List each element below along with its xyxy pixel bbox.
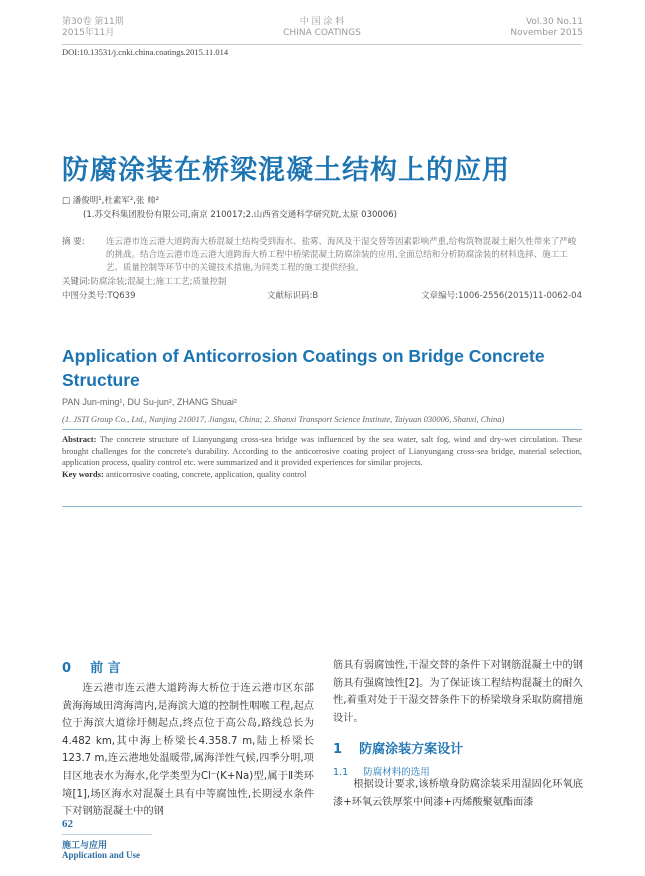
article-number: 文章编号:1006-2556(2015)11-0062-04	[421, 291, 582, 301]
abstract-cn-label: 摘 要:	[62, 237, 85, 247]
section-1-heading	[333, 738, 463, 757]
subsection-1-1-title: 防腐材料的选用	[363, 767, 430, 778]
section-0-number: 0	[62, 661, 72, 676]
section-0-title: 前 言	[90, 661, 121, 676]
section-1-title: 防腐涂装方案设计	[359, 742, 464, 757]
authors-en: PAN Jun-ming¹, DU Su-jun², ZHANG Shuai²	[62, 397, 237, 407]
header-rule	[62, 44, 582, 45]
right-column-paragraph: 筋具有弱腐蚀性,干湿交替的条件下对钢筋混凝土中的钢筋具有强腐蚀性[2]。为了保证该工程结构混凝土的耐久性,着重对处于干湿交替条件下的桥梁墩身采取防腐措施设计。	[333, 660, 583, 724]
keywords-cn: 防腐涂装;混凝土;施工工艺;质量控制	[90, 277, 227, 287]
keywords-en: anticorrosive coating, concrete, application, quality control	[105, 468, 307, 479]
footer-rule	[62, 834, 152, 835]
header-right	[510, 17, 583, 39]
abstract-en	[62, 434, 582, 480]
section-1-number: 1	[333, 742, 343, 757]
section-0-paragraph: 连云港市连云港大道跨海大桥位于连云港市区东部黄海海域田湾海湾内,是海滨大道的控制性咽喉工程,起点位于海滨大道徐圩侧起点,终点位于高公岛,路线总长为4.482 km,其中海上桥梁长4.358.7 m,陆上桥梁长123.7 m,连云港地处温暖带,属海洋性气候,四季分明,项目区地表水为海水,化学类型为Cl⁻(K+Na)型,属于Ⅱ类环境[1],场区海水对混凝土具有中等腐蚀性,长期浸水条件下对钢筋混凝土中的钢	[62, 683, 314, 818]
abstract-en-text: The concrete structure of Lianyungang cross-sea bridge was influenced by the sea water, salt fog, wind and dry-wet circulation. These brought challenges for the concrete's durability. According to the anticorrosive coating project of Lianyungang cross-sea bridge, material selection, application process, quality control etc. were summarized and it provided experiences for similar projects.	[62, 434, 582, 467]
header-volume-en: Vol.30 No.11	[525, 17, 583, 27]
footer-column-cn: 施工与应用	[62, 840, 108, 850]
header-volume-cn: 第30卷 第11期	[62, 17, 124, 27]
subsection-1-1-paragraph: 根据设计要求,该桥墩身防腐涂装采用湿固化环氧底漆+环氧云铁厚浆中间漆+丙烯酸聚氨酯面漆	[333, 779, 583, 808]
keywords-en-label: Key words:	[62, 468, 104, 479]
doi: DOI:10.13531/j.cnki.china.coatings.2015.11.014	[62, 47, 229, 57]
footer-column-en: Application and Use	[62, 850, 141, 860]
header-date-en: November 2015	[510, 28, 583, 38]
page-number: 62	[62, 818, 73, 830]
title-cn: 防腐涂装在桥梁混凝土结构上的应用	[62, 155, 510, 186]
abstract-rule-bottom	[62, 506, 582, 507]
header-date-cn: 2015年11月	[62, 28, 115, 38]
abstract-en-label: Abstract:	[62, 434, 97, 444]
title-en: Application of Anticorrosion Coatings on Bridge Concrete Structure	[62, 346, 545, 390]
document-code: 文献标识码:B	[267, 291, 319, 301]
header-journal-en: CHINA COATINGS	[283, 28, 361, 38]
abstract-cn-text: 连云港市连云港大道跨海大桥混凝土结构受到海水、盐雾、海风及干湿交替等因素影响严重,给构筑物混凝土耐久性带来了严峻的挑战。结合连云港市连云港大道跨海大桥工程中桥梁混凝土防腐涂装的应用,全面总结和分析防腐涂装的材料选择、施工工艺、质量控制等环节中的关键技术措施,为同类工程的施工提供经验。	[106, 237, 577, 273]
header-journal-cn: 中 国 涂 料	[299, 17, 345, 27]
abstract-cn	[62, 236, 582, 303]
affiliation-en: (1. JSTI Group Co., Ltd., Nanjing 210017, Jiangsu, China; 2. Shanxi Transport Science Institute, Taiyuan 030006, Shanxi, China)	[62, 414, 505, 424]
subsection-1-1-number: 1.1	[333, 767, 349, 778]
clc-number: 中图分类号:TQ639	[62, 291, 136, 301]
section-0-heading	[62, 657, 121, 676]
abstract-rule-top	[62, 429, 582, 430]
keywords-cn-label: 关键词:	[62, 277, 91, 287]
affiliation-cn: (1.苏交科集团股份有限公司,南京 210017;2.山西省交通科学研究院,太原 030006)	[83, 210, 397, 220]
header-left	[62, 17, 124, 39]
authors-cn: □ 潘俊明¹,杜素军²,张 帅²	[62, 196, 160, 206]
header-center	[272, 17, 372, 39]
